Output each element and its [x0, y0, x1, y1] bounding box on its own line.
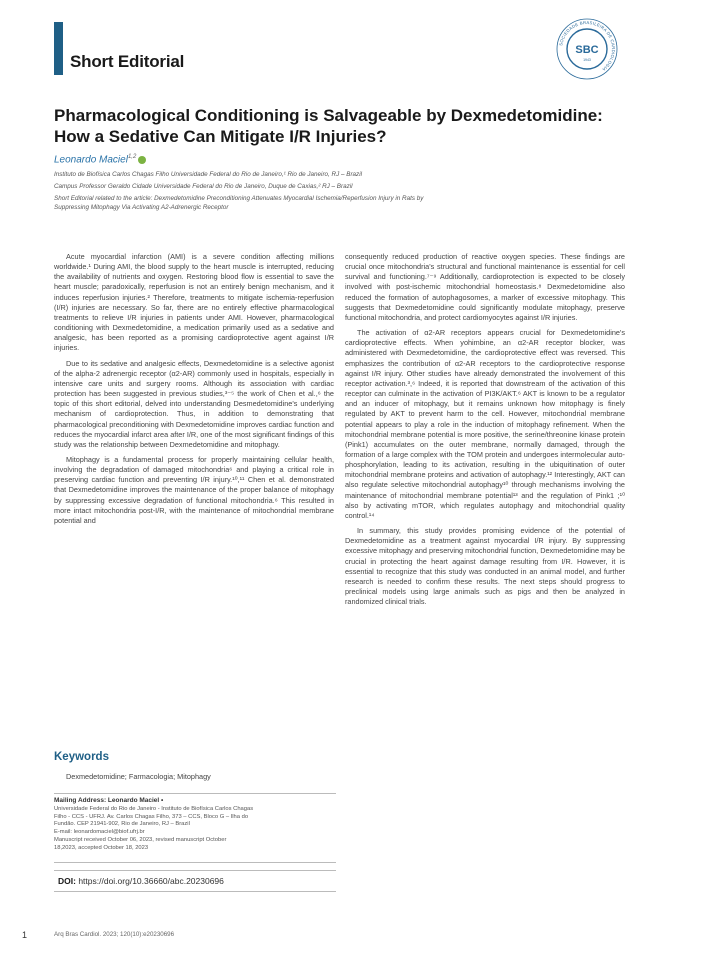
paragraph: Mitophagy is a fundamental process for properly maintaining cellular health, involving the degradation of damaged mitochondria⁶ and playing a critical role in preserving cardiac function and preventing I/R injury.¹⁰,¹¹ Chen et al. demonstrated that Dexmedetomidine improves the maintenance of the proper balance of mitophagy by suppressing excessive degradation of functional mitochondria.⁶ This resulted in more intact mitochondria post-I/R, with the maintenance of mitochondrial membrane potential and: [54, 454, 334, 525]
title-line-2: How a Sedative Can Mitigate I/R Injuries?: [54, 127, 387, 146]
article-title: [54, 105, 654, 147]
keywords-text: Dexmedetomidine; Farmacologia; Mitophagy: [66, 772, 211, 781]
sbc-logo: [555, 17, 619, 81]
body-right-column: [345, 252, 625, 612]
section-bar: [54, 22, 63, 75]
section-label: Short Editorial: [70, 52, 185, 71]
logo-text: SBC: [575, 44, 599, 56]
affiliation-2: Campus Professor Geraldo Cidade Universidade Federal do Rio de Janeiro, Duque de Caxias,² RJ – Brazil: [54, 183, 353, 190]
related-line-2: Suppressing Mitophagy Via Activating A2-Adrenergic Receptor: [54, 204, 229, 211]
mailing-head: Mailing Address: Leonardo Maciel •: [54, 797, 164, 804]
paragraph: Acute myocardial infarction (AMI) is a severe condition affecting millions worldwide.¹ During AMI, the blood supply to the heart muscle is interrupted, reducing the availability of nutrients and oxygen. Restoring blood flow is essential to save the heart muscle; paradoxically, reperfusion is not an entirely benign mechanism, and it induces reperfusion injuries.² Therefore, treatments to mitigate ischemia-reperfusion (I/R) injuries are necessary. So far, there are no entirely effective pharmacological treatments to relieve I/R injuries in patients under AMI. However, pharmacological conditioning with Dexmedetomidine, a medication primarily used as a sedative and analgesic, has been reported as a promising cardioprotective agent against I/R injuries.: [54, 252, 334, 353]
title-line-1: Pharmacological Conditioning is Salvageable by Dexmedetomidine:: [54, 106, 603, 125]
paragraph: Due to its sedative and analgesic effects, Dexmedetomidine is a selective agonist of the alpha-2 adrenergic receptor (α2-AR) commonly used in hospitals, especially in intensive care units and surgery rooms. Although its association with cardiac protection has been suggested in previous studies,³⁻⁵ the work of Chen et al.,⁶ the topic of this short editorial, delved into understanding Desmedetomidine's underlying mechanism of cardioprotection. Thus, in addition to demonstrating that pharmacological preconditioning with Dexmedetomidine improves cardiac function and reduces the myocardial infarct area after I/R, one of the most significant findings of this study was the relationship between Dexmedetomidine and mitophagy.: [54, 358, 334, 449]
mailing-line: Universidade Federal do Rio de Janeiro - Instituto de Biofísica Carlos Chagas: [54, 806, 254, 812]
doi-label: DOI:: [58, 876, 76, 886]
affiliation-1: Instituto de Biofísica Carlos Chagas Filho Universidade Federal do Rio de Janeiro,¹ Rio de Janeiro, RJ – Brazil: [54, 171, 362, 178]
mailing-line: 18,2023, accepted October 18, 2023: [54, 844, 149, 851]
journal-reference: Arq Bras Cardiol. 2023; 120(10):e20230696: [54, 931, 175, 938]
paragraph: consequently reduced production of reactive oxygen species. These findings are crucial once mitochondria's structural and functional maintenance is essential for cell survival and functioning.⁷⁻⁹ Additionally, cardioprotection is expected to be closely involved with post-ischemic mitochondrial homeostasis.⁸ Dexmedetomidine also reduced the formation of autophagosomes, a marker of excessive mitophagy. This suggests that Dexmedetomidine could significantly modulate mitophagy, preserve functional mitochondria, and protect cardiomyocytes against I/R injuries.: [345, 252, 625, 322]
mailing-text: [54, 806, 336, 852]
related-line-1: Short Editorial related to the article: Dexmedetomidine Preconditioning Attenuates Myocardial Ischemia/Reperfusion Injury in Rats by: [54, 195, 424, 202]
doi[interactable]: [58, 876, 224, 886]
paragraph: The activation of α2-AR receptors appears crucial for Dexmedetomidine's cardioprotective effects. When yohimbine, an α2-AR receptor blocker, was administered with Dexmedetomidine, the cardioprotective effect was reversed. This emphasizes the contribution of α2-AR receptors to the cardioprotective response against I/R injury. Other studies have already demonstrated the involvement of this receptor activation.³,⁶ Indeed, it is reported that downstream of the activation of this receptor can culminate in the activation of PI3K/AKT.⁶ AKT is known to be a regulator and an inducer of mitophagy, but it remains unknown how mitophagy is finely regulated by AKT to prevent harm to the cell. However, mitochondrial membrane potential appears to play a role in the induction of mitophagy refinement. When the mitochondrial membrane potential is more positive, the serine/threonine kinase protein (Pink1) accumulates on the outer membrane, normally damaged, through the formation of a large complex with the TOM protein and undergoes intermolecular auto-phosphorylation, leading to its activation, resulting in the ubiquitination of outer mitochondrial membrane proteins and activation of autophagy.¹² Interestingly, AKT can also regulate selective mitochondrial autophagy¹⁰ through mechanisms involving the maintenance of mitochondrial membrane potential¹³ and the regulation of Pink1 ;¹⁰ also by activating mTOR, which regulates autophagy and mitochondrial quality control.¹⁴: [345, 328, 625, 520]
mailing-line: Fundão. CEP 21941-902, Rio de Janeiro, RJ – Brazil: [54, 821, 190, 828]
page-number: 1: [22, 930, 28, 940]
related-article: [54, 194, 654, 212]
mailing-email[interactable]: E-mail: leonardomaciel@biof.ufrj.br: [54, 829, 145, 836]
body-left-column: [54, 252, 334, 531]
mailing-line: Filho - CCS - UFRJ. Av. Carlos Chagas Filho, 373 – CCS, Bloco G – Ilha do: [54, 813, 249, 820]
author-name[interactable]: Leonardo Maciel: [54, 154, 128, 166]
logo-year: 1943: [583, 58, 591, 62]
keywords-title: Keywords: [54, 751, 109, 763]
paragraph: In summary, this study provides promising evidence of the potential of Dexmedetomidine as a treatment against myocardial I/R injury. By suppressing excessive mitophagy and preserving mitochondrial function, Dexmedetomidine may be crucial in protecting the heart against damage resulting from I/R. However, it is essential to recognize that this study was conducted in an animal model, and further research is needed to confirm these results. The next steps should progress to preclinical models using large animals such as pigs and then be analyzed in randomized clinical trials.: [345, 526, 625, 607]
mailing-line: Manuscript received October 06, 2023, revised manuscript October: [54, 836, 227, 843]
orcid-icon[interactable]: [138, 156, 146, 164]
logo-ring-text: SOCIEDADE BRASILEIRA DE CARDIOLOGIA: [558, 19, 617, 73]
author[interactable]: [54, 154, 146, 165]
author-sup: 1,2: [127, 154, 137, 160]
doi-link[interactable]: https://doi.org/10.36660/abc.20230696: [78, 876, 224, 886]
